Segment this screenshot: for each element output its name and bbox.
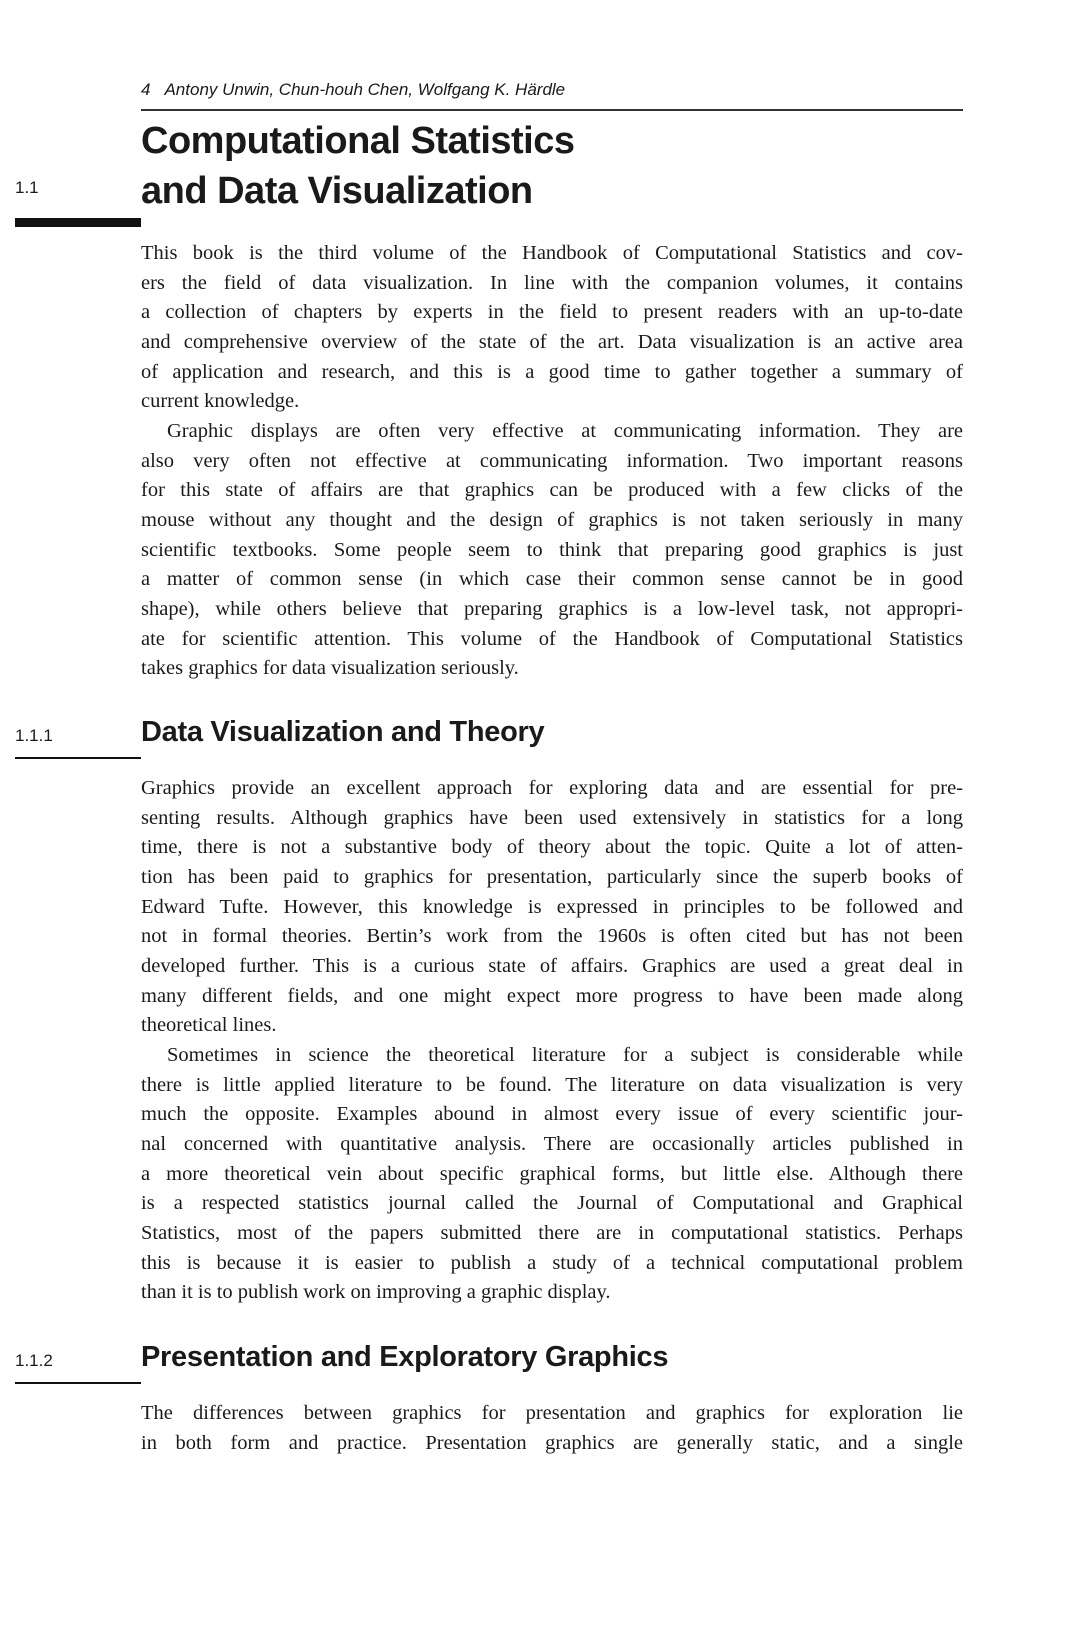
text-line: a more theoretical vein about specific graphical forms, but little else. Although there [141,1162,963,1185]
text-line: time, there is not a substantive body of theory about the topic. Quite a lot of atten- [141,836,963,859]
subsection-title: Presentation and Exploratory Graphics [141,1341,669,1373]
text-line: current knowledge. [141,390,300,413]
section-bar [15,218,141,227]
page-number: 4 [141,80,151,99]
authors: Antony Unwin, Chun-houh Chen, Wolfgang K. Härdle [164,80,566,99]
text-line: not in formal theories. Bertin’s work from the 1960s is often cited but has not been [141,925,963,948]
subsection-rule [15,757,141,759]
section-body [141,239,963,684]
section-number: 1.1 [15,178,39,197]
text-line: Statistics, most of the papers submitted there are in computational statistics. Perhaps [141,1221,963,1244]
text-line: than it is to publish work on improving a graphic display. [141,1281,611,1304]
title-line: and Data Visualization [141,170,533,212]
text-line: there is little applied literature to be found. The literature on data visualization is very [141,1073,963,1096]
text-line: takes graphics for data visualization seriously. [141,657,519,680]
text-line: mouse without any thought and the design of graphics is not taken seriously in many [141,508,963,531]
text-line: Edward Tufte. However, this knowledge is expressed in principles to be followed and [141,895,963,918]
subsection-number: 1.1.2 [15,1351,53,1370]
text-line: Graphic displays are often very effective at communicating information. They are [167,419,963,442]
subsection-body [141,774,963,1308]
text-line: in both form and practice. Presentation graphics are generally static, and a single [141,1431,963,1454]
text-line: many different fields, and one might expect more progress to have been made along [141,984,963,1007]
header-rule [141,109,963,111]
subsection-rule [15,1382,141,1384]
text-line: much the opposite. Examples abound in almost every issue of every scientific jour- [141,1103,963,1126]
title-line: Computational Statistics [141,120,575,162]
text-line: tion has been paid to graphics for presentation, particularly since the superb books of [141,865,963,888]
text-line: ers the field of data visualization. In line with the companion volumes, it contains [141,271,963,294]
text-line: nal concerned with quantitative analysis. There are occasionally articles published in [141,1132,963,1155]
text-line: ate for scientific attention. This volume of the Handbook of Computational Statistics [141,627,963,650]
text-line: of application and research, and this is a good time to gather together a summary of [141,360,963,383]
text-line: this is because it is easier to publish a study of a technical computational problem [141,1251,963,1274]
running-header [141,80,565,100]
text-line: a collection of chapters by experts in the field to present readers with an up-to-date [141,301,963,324]
text-line: a matter of common sense (in which case their common sense cannot be in good [141,568,963,591]
subsection-number: 1.1.1 [15,726,53,745]
text-line: senting results. Although graphics have been used extensively in statistics for a long [141,806,963,829]
chapter-title [141,116,575,216]
text-line: for this state of affairs are that graphics can be produced with a few clicks of the [141,479,963,502]
subsection-title: Data Visualization and Theory [141,716,545,748]
text-line: shape), while others believe that preparing graphics is a low-level task, not appropri- [141,597,963,620]
text-line: This book is the third volume of the Handbook of Computational Statistics and cov- [141,242,963,264]
text-line: The differences between graphics for presentation and graphics for exploration lie [141,1402,963,1424]
text-line: developed further. This is a curious state of affairs. Graphics are used a great deal in [141,954,963,977]
text-line: theoretical lines. [141,1014,277,1037]
text-line: Sometimes in science the theoretical literature for a subject is considerable while [167,1043,963,1066]
text-line: and comprehensive overview of the state of the art. Data visualization is an active area [141,330,963,353]
text-line: scientific textbooks. Some people seem to think that preparing good graphics is just [141,538,963,561]
subsection-body [141,1399,963,1458]
text-line: also very often not effective at communicating information. Two important reasons [141,449,963,472]
text-line: is a respected statistics journal called the Journal of Computational and Graphical [141,1192,963,1215]
text-line: Graphics provide an excellent approach for exploring data and are essential for pre- [141,777,963,799]
